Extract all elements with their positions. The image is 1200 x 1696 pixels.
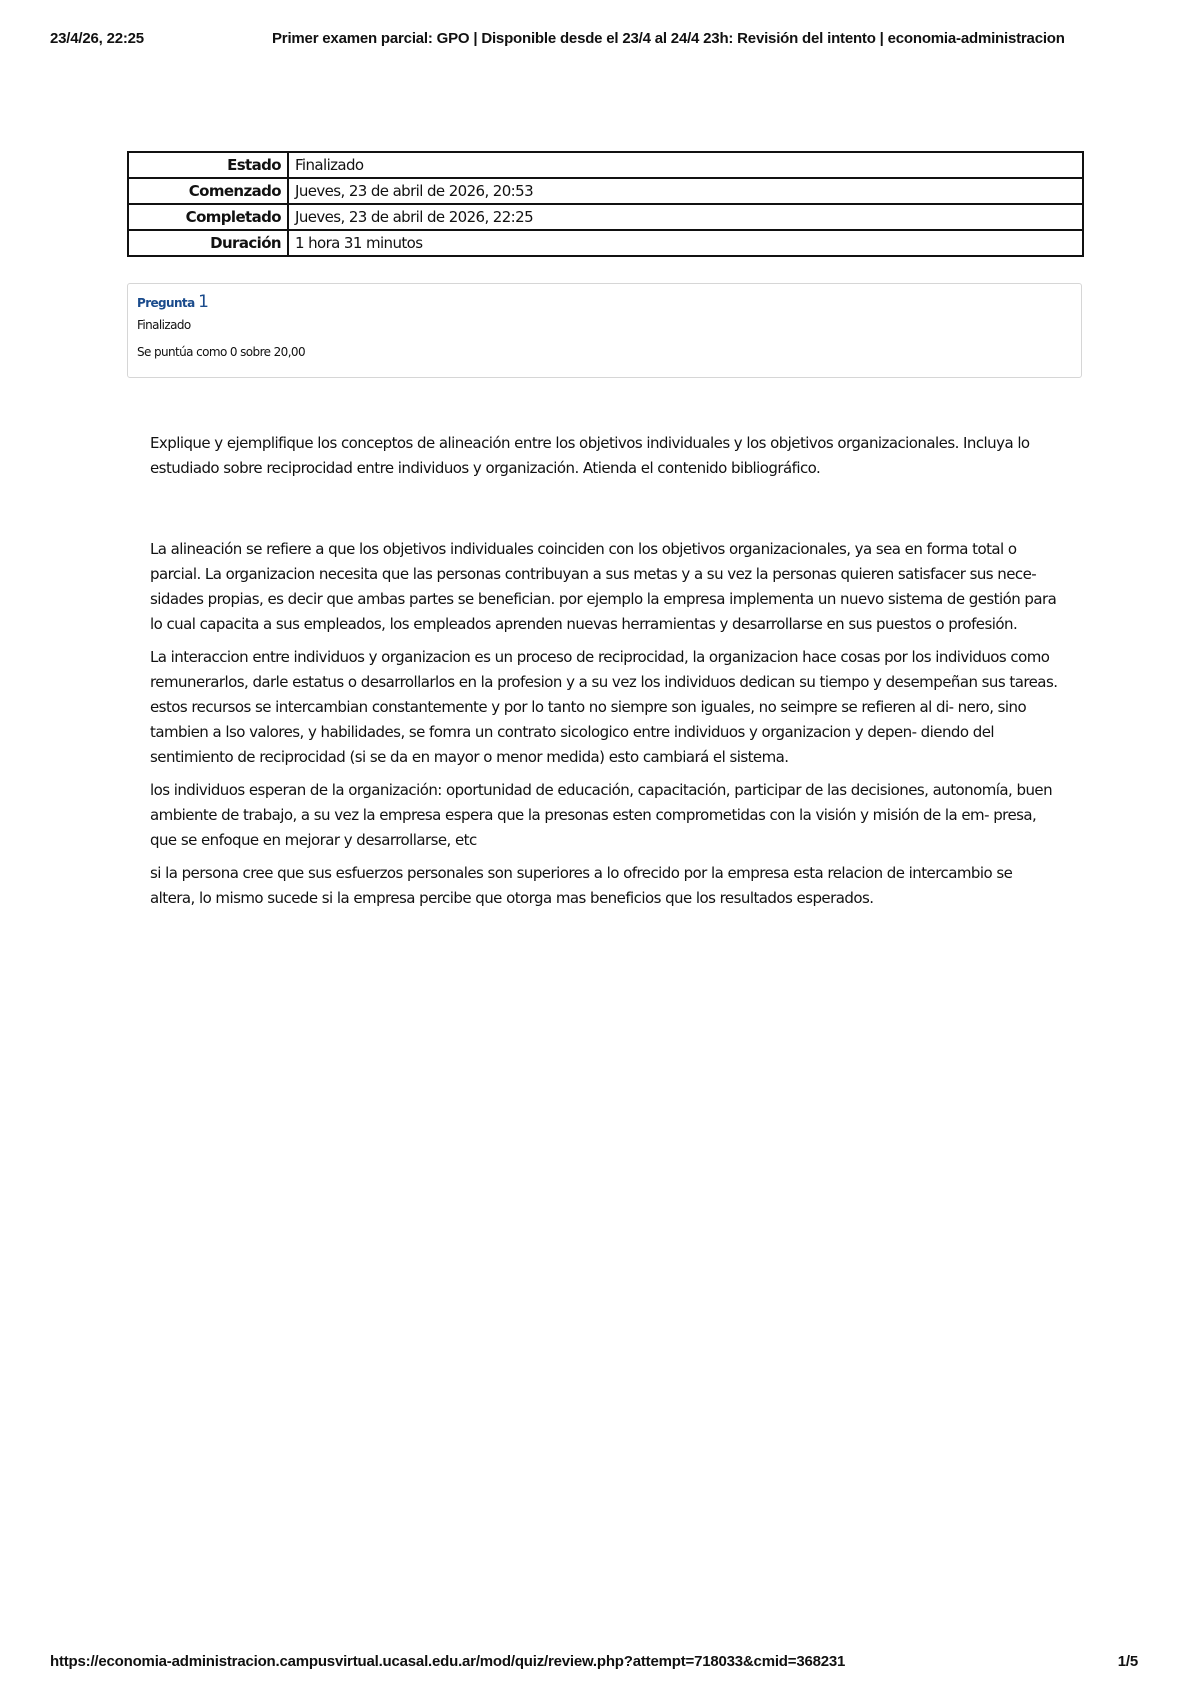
question-number: 1 — [198, 292, 209, 312]
summary-value: Jueves, 23 de abril de 2026, 20:53 — [288, 178, 1083, 204]
answer-paragraph: si la persona cree que sus esfuerzos personales son superiores a lo ofrecido por la empresa esta relacion de intercambio se altera, lo mismo sucede si la empresa percibe que otorga mas beneficios que los resultados esperados. — [150, 864, 1013, 907]
summary-value: Jueves, 23 de abril de 2026, 22:25 — [288, 204, 1083, 230]
summary-row-duracion — [128, 230, 1083, 256]
page-number: 1/5 — [1117, 1653, 1138, 1670]
print-header — [50, 30, 1150, 50]
question-grade: Se puntúa como 0 sobre 20,00 — [137, 345, 305, 359]
question-label: Pregunta — [137, 296, 195, 310]
answer-text — [150, 537, 1060, 919]
question-state: Finalizado — [137, 318, 191, 332]
print-page-title: Primer examen parcial: GPO | Disponible desde el 23/4 al 24/4 23h: Revisión del intento | economia-administracion — [272, 30, 1065, 47]
print-date: 23/4/26, 22:25 — [50, 30, 144, 47]
question-number-heading — [137, 292, 1072, 314]
summary-label: Completado — [128, 204, 288, 230]
question-info-box — [127, 283, 1082, 378]
summary-row-completado — [128, 204, 1083, 230]
answer-paragraph: La alineación se refiere a que los objetivos individuales coinciden con los objetivos organizacionales, ya sea en forma total o parcial. La organizacion necesita que las personas contribuyan a sus metas y a su vez la personas quieren satisfacer sus nece- sidades propias, es decir que ambas partes se benefician. por ejemplo la empresa implementa un nuevo sistema de gestión para lo cual capacita a sus empleados, los empleados aprenden nuevas herramientas y desarrollarse en sus puestos o profesión. — [150, 540, 1057, 633]
answer-paragraph: La interaccion entre individuos y organizacion es un proceso de reciprocidad, la organizacion hace cosas por los individuos como remunerarlos, darle estatus o desarrollarlos en la profesion y a su vez los individuos dedican su tiempo y desempeñan sus tareas. estos recursos se intercambian constantemente y por lo tanto no siempre son iguales, no seimpre se refieren al di- nero, sino tambien a lso valores, y habilidades, se fomra un contrato sicologico entre individuos y organizacion y depen- diendo del sentimiento de reciprocidad (si se da en mayor o menor medida) esto cambiará el sistema. — [150, 648, 1058, 766]
answer-paragraph: los individuos esperan de la organización: oportunidad de educación, capacitación, participar de las decisiones, autonomía, buen ambiente de trabajo, a su vez la empresa espera que la presonas esten comprometidas con la visión y misión de la em- presa, que se enfoque en mejorar y desarrollarse, etc — [150, 781, 1053, 849]
summary-row-comenzado — [128, 178, 1083, 204]
question-text-paragraph: Explique y ejemplifique los conceptos de alineación entre los objetivos individuales y los objetivos organizacionales. Incluya lo estudiado sobre reciprocidad entre individuos y organización. Atienda el contenido bibliográfico. — [150, 434, 1030, 477]
question-text — [150, 431, 1060, 481]
summary-value: Finalizado — [288, 152, 1083, 178]
summary-label: Comenzado — [128, 178, 288, 204]
page-url-link[interactable]: https://economia-administracion.campusvirtual.ucasal.edu.ar/mod/quiz/review.php?attempt=718033&cmid=368231 — [50, 1653, 846, 1670]
summary-label: Duración — [128, 230, 288, 256]
summary-label: Estado — [128, 152, 288, 178]
print-footer — [50, 1653, 1150, 1673]
attempt-summary-table — [127, 151, 1084, 257]
summary-value: 1 hora 31 minutos — [288, 230, 1083, 256]
summary-row-estado — [128, 152, 1083, 178]
